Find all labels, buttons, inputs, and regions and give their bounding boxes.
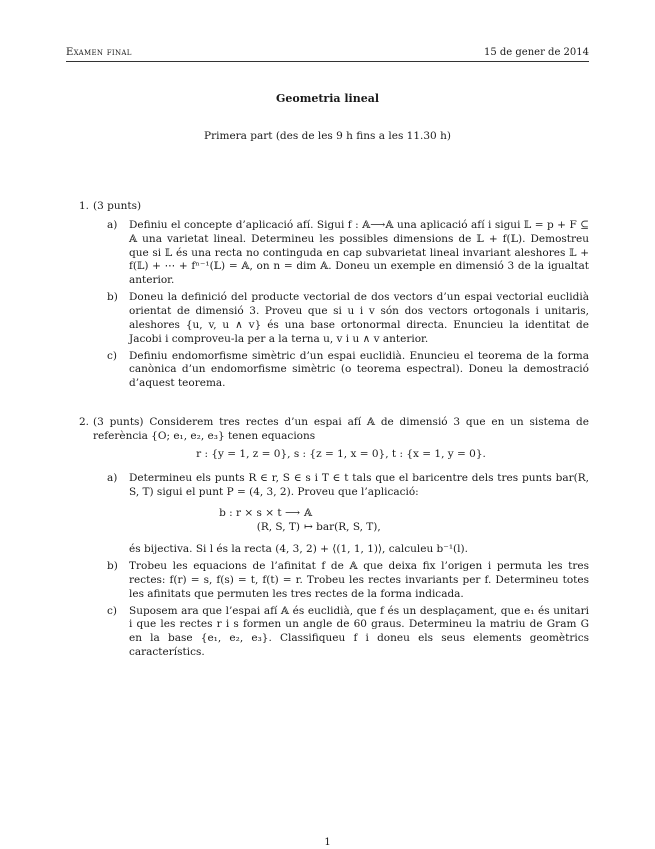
part-label: b) — [107, 291, 118, 304]
problem-intro: (3 punts) Considerem tres rectes d’un espai afí 𝔸 de dimensió 3 que en un sistema de referència {O; e₁, e₂, e₃} tenen equacions — [93, 416, 589, 443]
line-equations: r : {y = 1, z = 0}, s : {z = 1, x = 0}, t : {x = 1, y = 0}. — [196, 447, 486, 460]
problem-intro: (3 punts) — [93, 200, 142, 212]
part-label: c) — [107, 349, 117, 362]
page-header — [66, 46, 589, 62]
problem-number: 2. — [79, 416, 90, 429]
problem-1 — [79, 200, 589, 394]
part-text: Definiu el concepte d’aplicació afí. Sigui f : 𝔸⟶𝔸 una aplicació afí i sigui 𝕃 = p + F ⊆ 𝔸 una varietat lineal. Determineu les possibles dimensions de 𝕃 + f(𝕃). Demostreu que si 𝕃 és una recta no continguda en cap subvarietat lineal invariant aleshores 𝕃 + f(𝕃) + ⋯ + fⁿ⁻¹(𝕃) = 𝔸, on n = dim 𝔸. Doneu un exemple en dimensió 3 de la igualtat anterior. — [129, 218, 589, 287]
map-value: ↦ bar(R, S, T), — [304, 521, 381, 534]
part-label: a) — [107, 218, 118, 231]
exam-date: 15 de gener de 2014 — [484, 47, 589, 58]
part-text: Definiu endomorfisme simètric d’un espai euclidià. Enuncieu el teorema de la forma canònica d’un endomorfisme simètric (o teorema espectral). Doneu la demostració d’aquest teorema. — [129, 349, 589, 390]
part-text: Trobeu les equacions de l’afinitat f de 𝔸 que deixa fix l’origen i permuta les tres rectes: f(r) = s, f(s) = t, f(t) = r. Trobeu les rectes invariants per f. Determineu totes les afinitats que permuten les tres rectes de la forma indicada. — [129, 560, 589, 600]
problem-2 — [79, 416, 589, 663]
page-number: 1 — [324, 837, 331, 848]
page-subtitle: Primera part (des de les 9 h fins a les 11.30 h) — [204, 130, 451, 142]
problem-parts — [107, 472, 589, 660]
map-codomain: 𝔸 — [304, 507, 313, 520]
problem-part — [107, 350, 589, 392]
part-label: c) — [107, 604, 117, 617]
page-title: Geometria lineal — [275, 92, 380, 105]
problem-part — [107, 560, 589, 602]
problem-number: 1. — [79, 200, 90, 212]
problem-parts — [107, 219, 589, 391]
problem-body — [93, 200, 589, 394]
part-label: a) — [107, 471, 118, 484]
map-argument: (R, S, T) — [256, 521, 300, 534]
problem-part — [107, 219, 589, 288]
problem-part — [107, 472, 589, 557]
exam-label: Examen final — [66, 47, 132, 58]
problems-list — [79, 200, 589, 663]
part-text: Doneu la definició del producte vectorial de dos vectors d’un espai vectorial euclidià orientat de dimensió 3. Proveu que si u i v són dos vectors ortogonals i unitaris, aleshores {u, v, u ∧ v} és una base ortonormal directa. Enuncieu la identitat de Jacobi i comproveu-la per a la terna u, v i u ∧ v anterior. — [129, 291, 589, 345]
problem-part — [107, 291, 589, 346]
part-label: b) — [107, 560, 118, 573]
problem-part — [107, 605, 589, 660]
part-text: Suposem ara que l’espai afí 𝔸 és euclidià, que f és un desplaçament, que e₁ és unitari i que les rectes r i s formen un angle de 60 graus. Determineu la matriu de Gram G en la base {e₁, e₂, e₃}. Classifiqueu f i doneu els seus elements geomètrics característics. — [129, 604, 589, 659]
header-rule — [66, 61, 589, 62]
part-body — [129, 472, 589, 557]
map-domain: b : r × s × t ⟶ — [219, 507, 300, 520]
problem-body — [93, 416, 589, 663]
part-text: Determineu els punts R ∈ r, S ∈ s i T ∈ t tals que el baricentre dels tres punts bar(R, S, T) sigui el punt P = (4, 3, 2). Proveu que l’aplicació: — [129, 471, 589, 498]
map-definition — [129, 507, 589, 535]
part-text-after: és bijectiva. Si l és la recta (4, 3, 2) + ⟨(1, 1, 1)⟩, calculeu b⁻¹(l). — [129, 543, 468, 556]
